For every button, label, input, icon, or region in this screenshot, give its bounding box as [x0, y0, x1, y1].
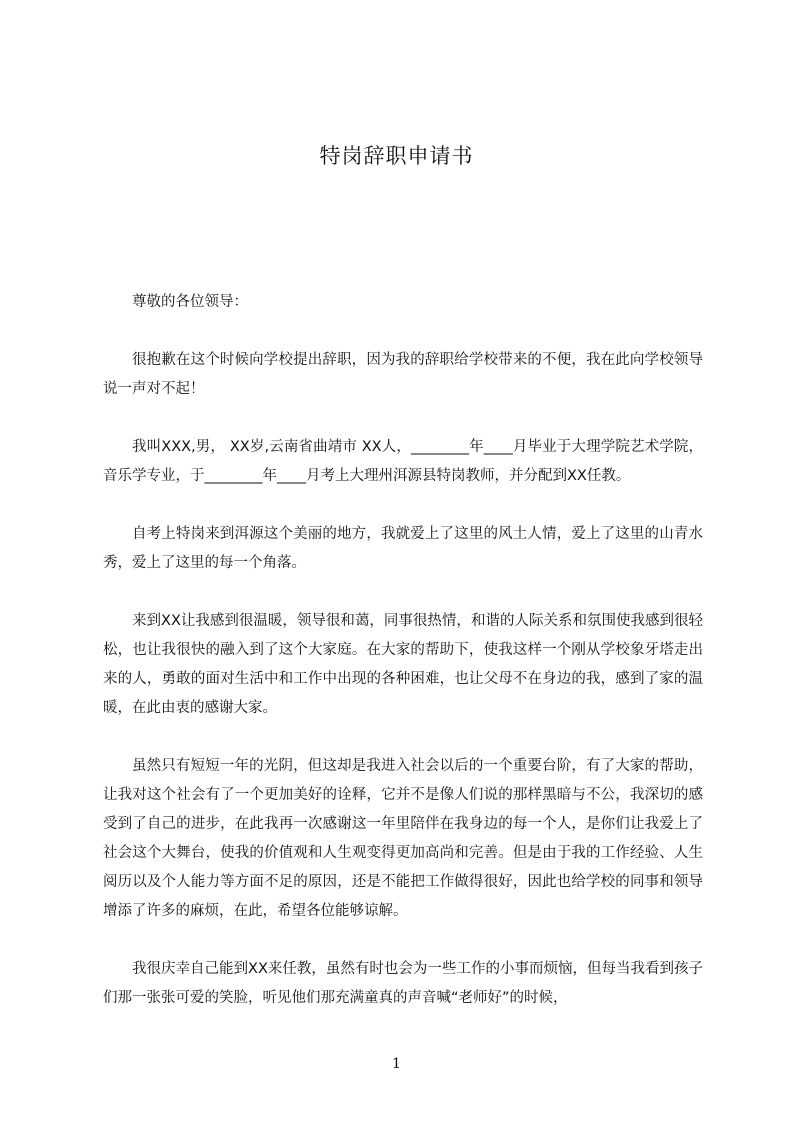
paragraph-apology: 很抱歉在这个时候向学校提出辞职，因为我的辞职给学校带来的不便，我在此向学校领导说一声对不起！ — [103, 352, 703, 397]
document-body — [103, 288, 703, 1042]
paragraph-arrival: 自考上特岗来到洱源这个美丽的地方，我就爱上了这里的风土人情，爱上了这里的山青水秀，爱上了这里的每一个角落。 — [103, 526, 703, 571]
paragraph-fortune: 我很庆幸自己能到XX来任教，虽然有时也会为一些工作的小事而烦恼，但每当我看到孩子们那一张张可爱的笑脸，听见他们那充满童真的声音喊“老师好”的时候， — [103, 961, 703, 1006]
document-title: 特岗辞职申请书 — [319, 144, 474, 168]
paragraph-introduction: 我叫XXX,男， XX岁,云南省曲靖市 XX人，________年____月毕业于大理学院艺术学院，音乐学专业，于________年____月考上大理州洱源县特岗教师，并分配到XX任教。 — [103, 439, 703, 484]
paragraph-reflection: 虽然只有短短一年的光阴，但这却是我进入社会以后的一个重要台阶，有了大家的帮助，让我对这个社会有了一个更加美好的诠释，它并不是像人们说的那样黑暗与不公，我深切的感受到了自己的进步，在此我再一次感谢这一年里陪伴在我身边的每一个人，是你们让我爱上了社会这个大舞台，使我的价值观和人生观变得更加高尚和完善。但是由于我的工作经验、人生阅历以及个人能力等方面不足的原因，还是不能把工作做得很好，因此也给学校的同事和领导增添了许多的麻烦，在此，希望各位能够谅解。 — [103, 758, 703, 919]
page-number: 1 — [392, 1056, 401, 1072]
salutation: 尊敬的各位领导： — [132, 294, 248, 310]
paragraph-gratitude: 来到XX让我感到很温暖，领导很和蔼，同事很热情，和谐的人际关系和氛围使我感到很轻松，也让我很快的融入到了这个大家庭。在大家的帮助下，使我这样一个刚从学校象牙塔走出来的人，勇敢的面对生活中和工作中出现的各种困难，也让父母不在身边的我，感到了家的温暖，在此由衷的感谢大家。 — [103, 613, 703, 716]
